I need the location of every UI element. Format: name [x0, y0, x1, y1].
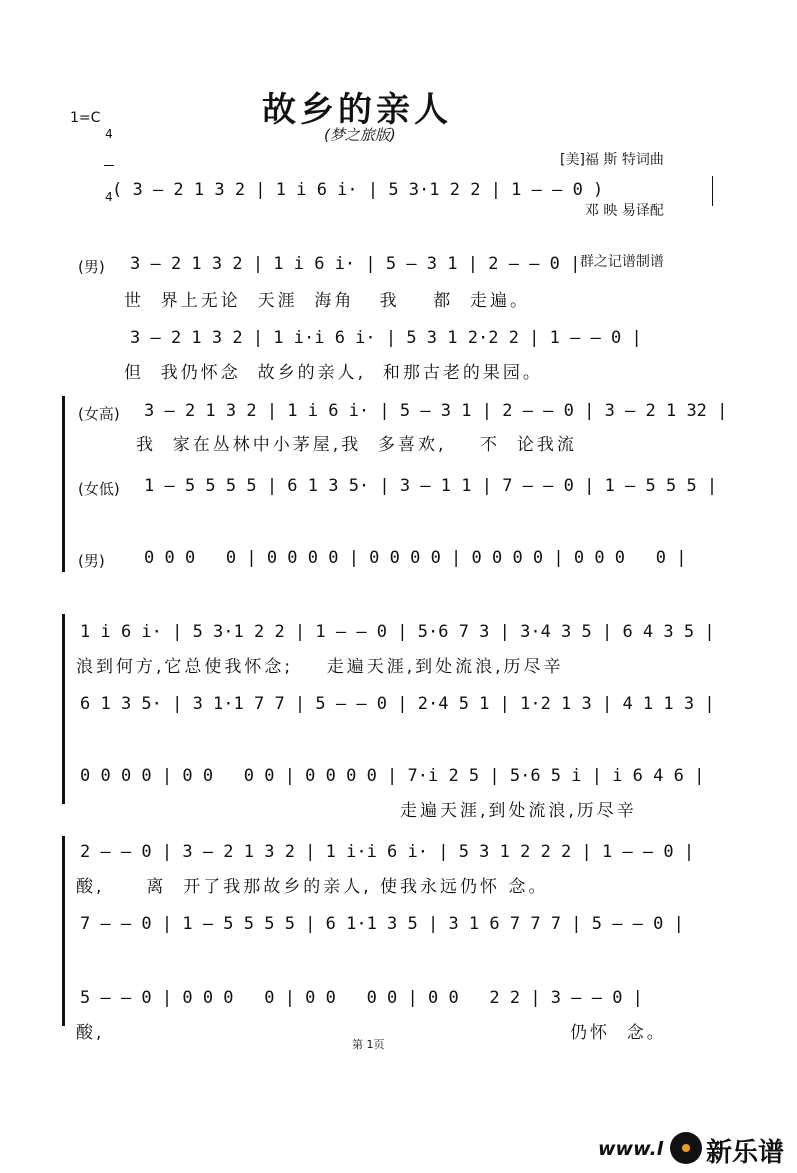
system-brace — [62, 396, 65, 572]
barline — [712, 176, 713, 206]
alto-notes: 1 – 5 5 5 5 | 6 1 3 5· | 3 – 1 1 | 7 – – 0 | 1 – 5 5 5 | — [144, 476, 718, 496]
male-notes: 0 0 0 0 | 0 0 0 0 | 0 0 0 0 | 0 0 0 0 | 0 0 0 0 | — [144, 548, 687, 568]
page-number: 第 1页 — [352, 1038, 385, 1051]
male-notes: 0 0 0 0 | 0 0 0 0 | 0 0 0 0 | 7·i 2 5 | 5·6 5 i | i 6 4 6 | — [80, 766, 705, 786]
male-lyrics-end: 仍怀 念。 — [570, 1023, 667, 1043]
male-notes-line2: 3 – 2 1 3 2 | 1 i·i 6 i· | 5 3 1 2·2 2 | 1 – – 0 | — [130, 328, 642, 348]
song-title: 故乡的亲人 — [262, 90, 452, 130]
male-lyrics-start: 酸, — [76, 1023, 105, 1043]
male-lyrics: 走遍天涯,到处流浪,历尽辛 — [400, 801, 637, 821]
credit-transcriber: 群之记谱制谱 — [579, 254, 664, 270]
male-lyrics-line1: 世 界上无论 天涯 海角 我 都 走遍。 — [124, 291, 531, 311]
part-label-soprano: (女高) — [78, 405, 120, 423]
soprano-lyrics: 我 家在丛林中小茅屋,我 多喜欢, 不 论我流 — [136, 435, 577, 455]
credit-translator: 邓 映 易译配 — [584, 203, 664, 219]
meter-top: 4 — [105, 127, 113, 141]
system-brace — [62, 614, 65, 804]
part-label-male: (男) — [78, 552, 105, 570]
song-subtitle: (梦之旅版) — [324, 126, 396, 144]
key-signature: 1=C — [70, 110, 101, 126]
system-brace — [62, 836, 65, 1026]
soprano-lyrics: 酸, 离 开了我那故乡的亲人, 使我永远仍怀 念。 — [76, 877, 549, 897]
soprano-notes: 2 – – 0 | 3 – 2 1 3 2 | 1 i·i 6 i· | 5 3 1 2 2 2 | 1 – – 0 | — [80, 842, 695, 862]
soprano-notes: 1 i 6 i· | 5 3·1 2 2 | 1 – – 0 | 5·6 7 3 | 3·4 3 5 | 6 4 3 5 | — [80, 622, 715, 642]
watermark-url: www.l — [598, 1138, 664, 1160]
record-disc-icon — [670, 1132, 702, 1164]
male-notes: 5 – – 0 | 0 0 0 0 | 0 0 0 0 | 0 0 2 2 | 3 – – 0 | — [80, 988, 643, 1008]
part-label-alto: (女低) — [78, 480, 120, 498]
watermark-logo — [598, 1126, 797, 1173]
alto-notes: 7 – – 0 | 1 – 5 5 5 5 | 6 1·1 3 5 | 3 1 6 7 7 7 | 5 – – 0 | — [80, 914, 684, 934]
soprano-notes: 3 – 2 1 3 2 | 1 i 6 i· | 5 – 3 1 | 2 – – 0 | 3 – 2 1 32 | — [144, 401, 728, 421]
watermark-name: 新乐谱 — [706, 1138, 785, 1168]
alto-notes: 6 1 3 5· | 3 1·1 7 7 | 5 – – 0 | 2·4 5 1 | 1·2 1 3 | 4 1 1 3 | — [80, 694, 715, 714]
intro-notes: ( 3 – 2 1 3 2 | 1 i 6 i· | 5 3·1 2 2 | 1 – – 0 ) — [112, 180, 604, 200]
male-lyrics-line2: 但 我仍怀念 故乡的亲人, 和那古老的果园。 — [124, 363, 543, 383]
male-notes-line1: 3 – 2 1 3 2 | 1 i 6 i· | 5 – 3 1 | 2 – – 0 | — [130, 254, 581, 274]
part-label-male: (男) — [78, 258, 105, 276]
soprano-lyrics: 浪到何方,它总使我怀念; 走遍天涯,到处流浪,历尽辛 — [76, 657, 564, 677]
credit-composer: [美]福 斯 特词曲 — [560, 152, 664, 168]
meter-bottom: 4 — [105, 190, 113, 204]
meter-line — [104, 165, 114, 166]
